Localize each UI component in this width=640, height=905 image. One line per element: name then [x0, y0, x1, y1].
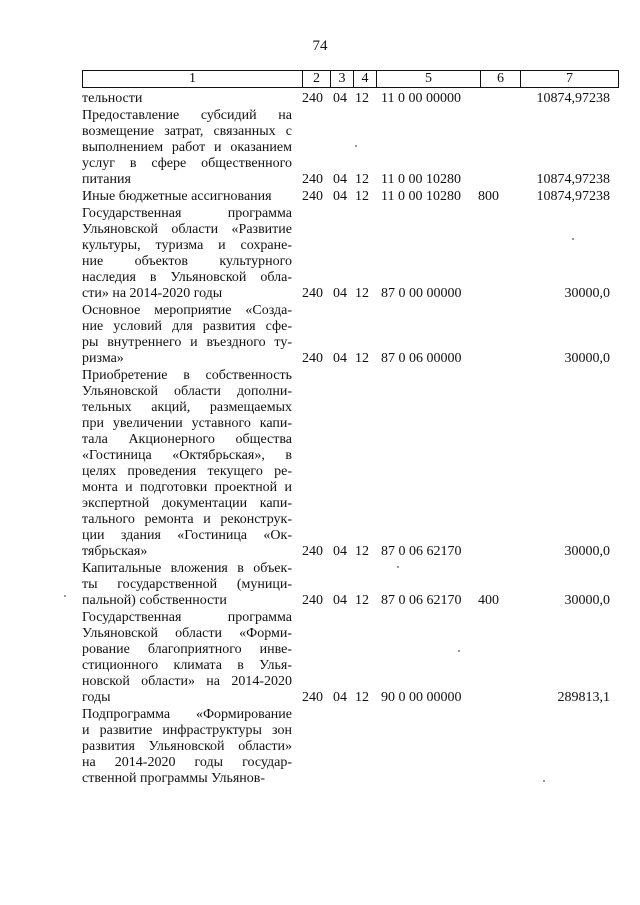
description-line: ры внутреннего и въездного ту- — [82, 335, 292, 350]
description-line: Ульяновской области «Развитие — [82, 222, 292, 237]
pr-code: 12 — [355, 189, 369, 204]
amount: 10874,97238 — [536, 189, 610, 204]
description-line: Основное мероприятие «Созда- — [82, 303, 292, 318]
description-line: тального ремонта и реконструк- — [82, 512, 292, 527]
description-line: Ульяновской области дополни- — [82, 384, 292, 399]
description-line: питания — [82, 172, 131, 187]
description-line: монта и подготовки проектной и — [82, 480, 292, 495]
rz-code: 04 — [333, 189, 347, 204]
table-row — [0, 206, 640, 302]
amount: 10874,97238 — [536, 172, 610, 187]
description-line: и развитие инфраструктуры зон — [82, 723, 292, 738]
description-line: на 2014-2020 годы государ- — [82, 755, 292, 770]
table-row — [0, 707, 640, 787]
row-description — [82, 610, 292, 706]
row-description — [82, 206, 292, 302]
description-line: тябрьская» — [82, 544, 148, 559]
description-line: возмещение затрат, связанных с — [82, 124, 292, 139]
gr-code: 240 — [302, 690, 323, 705]
scan-speck — [458, 650, 460, 652]
header-col-5: 5 — [377, 71, 481, 87]
description-line: наследия в Ульяновской обла- — [82, 270, 292, 285]
amount: 30000,0 — [564, 544, 610, 559]
table-row — [0, 368, 640, 560]
header-col-1: 1 — [83, 71, 303, 87]
cs-code: 87 0 06 00000 — [381, 351, 462, 366]
gr-code: 240 — [302, 593, 323, 608]
scan-speck — [397, 566, 399, 568]
row-description — [82, 189, 292, 205]
amount: 30000,0 — [564, 351, 610, 366]
header-col-2: 2 — [303, 71, 331, 87]
rz-code: 04 — [333, 91, 347, 106]
pr-code: 12 — [355, 351, 369, 366]
cs-code: 87 0 06 62170 — [381, 544, 462, 559]
scan-speck — [543, 780, 545, 782]
cs-code: 87 0 06 62170 — [381, 593, 462, 608]
table-row — [0, 561, 640, 609]
pr-code: 12 — [355, 91, 369, 106]
pr-code: 12 — [355, 286, 369, 301]
amount: 289813,1 — [557, 690, 610, 705]
description-line: стиционного климата в Улья- — [82, 658, 292, 673]
row-description — [82, 707, 292, 787]
gr-code: 240 — [302, 286, 323, 301]
description-line: ственной программы Ульянов- — [82, 771, 266, 786]
description-line: ние условий для развития сфе- — [82, 319, 292, 334]
header-col-3: 3 — [331, 71, 354, 87]
row-description — [82, 561, 292, 609]
header-col-6: 6 — [481, 71, 521, 87]
rz-code: 04 — [333, 544, 347, 559]
scan-speck — [572, 238, 574, 240]
row-description — [82, 91, 292, 107]
scan-speck — [355, 145, 357, 147]
description-line: целях проведения текущего ре- — [82, 464, 292, 479]
description-line: Капитальные вложения в объек- — [82, 561, 292, 576]
cs-code: 11 0 00 00000 — [381, 91, 461, 106]
description-line: тельности — [82, 91, 143, 106]
description-line: сти» на 2014-2020 годы — [82, 286, 223, 301]
description-line: Государственная программа — [82, 610, 292, 625]
description-line: развития Ульяновской области» — [82, 739, 292, 754]
vr-code: 800 — [478, 189, 499, 204]
description-line: рование благоприятного инве- — [82, 642, 292, 657]
row-description — [82, 303, 292, 367]
description-line: Государственная программа — [82, 206, 292, 221]
description-line: ции здания «Гостиница «Ок- — [82, 528, 292, 543]
description-line: ризма» — [82, 351, 124, 366]
cs-code: 87 0 00 00000 — [381, 286, 462, 301]
description-line: культуры, туризма и сохране- — [82, 238, 292, 253]
cs-code: 11 0 00 10280 — [381, 189, 461, 204]
pr-code: 12 — [355, 544, 369, 559]
description-line: Ульяновской области «Форми- — [82, 626, 292, 641]
table-row — [0, 91, 640, 107]
table-header — [82, 70, 619, 88]
pr-code: 12 — [355, 593, 369, 608]
table-row — [0, 108, 640, 188]
description-line: годы — [82, 690, 111, 705]
description-line: ты государственной (муници- — [82, 577, 292, 592]
description-line: тельных акций, размещаемых — [82, 400, 292, 415]
cs-code: 11 0 00 10280 — [381, 172, 461, 187]
description-line: тала Акционерного общества — [82, 432, 292, 447]
header-col-4: 4 — [354, 71, 377, 87]
row-description — [82, 108, 292, 188]
gr-code: 240 — [302, 172, 323, 187]
cs-code: 90 0 00 00000 — [381, 690, 462, 705]
gr-code: 240 — [302, 91, 323, 106]
gr-code: 240 — [302, 189, 323, 204]
description-line: экспертной документации капи- — [82, 496, 292, 511]
description-line: «Гостиница «Октябрьская», в — [82, 448, 292, 463]
description-line: услуг в сфере общественного — [82, 156, 292, 171]
pr-code: 12 — [355, 172, 369, 187]
description-line: Иные бюджетные ассигнования — [82, 189, 272, 204]
rz-code: 04 — [333, 351, 347, 366]
page-number: 74 — [312, 38, 328, 54]
header-col-7: 7 — [566, 71, 573, 86]
table-row — [0, 189, 640, 205]
description-line: выполнением работ и оказанием — [82, 140, 292, 155]
amount: 30000,0 — [564, 286, 610, 301]
scan-speck — [64, 595, 66, 597]
gr-code: 240 — [302, 351, 323, 366]
rz-code: 04 — [333, 690, 347, 705]
gr-code: 240 — [302, 544, 323, 559]
vr-code: 400 — [478, 593, 499, 608]
rz-code: 04 — [333, 593, 347, 608]
table-row — [0, 303, 640, 367]
amount: 10874,97238 — [536, 91, 610, 106]
description-line: пальной) собственности — [82, 593, 227, 608]
description-line: ние объектов культурного — [82, 254, 292, 269]
rz-code: 04 — [333, 286, 347, 301]
description-line: при увеличении уставного капи- — [82, 416, 292, 431]
description-line: Предоставление субсидий на — [82, 108, 292, 123]
rz-code: 04 — [333, 172, 347, 187]
pr-code: 12 — [355, 690, 369, 705]
description-line: Подпрограмма «Формирование — [82, 707, 292, 722]
row-description — [82, 368, 292, 560]
description-line: Приобретение в собственность — [82, 368, 292, 383]
table-row — [0, 610, 640, 706]
description-line: новской области» на 2014-2020 — [82, 674, 292, 689]
amount: 30000,0 — [564, 593, 610, 608]
